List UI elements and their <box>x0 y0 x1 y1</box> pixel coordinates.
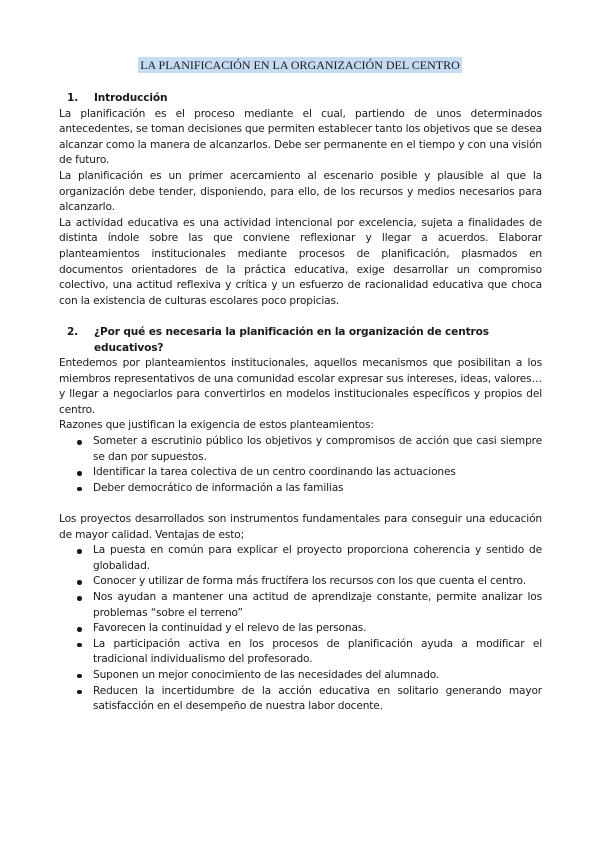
section-1-number: 1. <box>67 92 79 104</box>
spacer <box>59 496 542 512</box>
section-2-number: 2. <box>67 325 79 338</box>
section-2-heading <box>59 325 542 356</box>
reasons-list <box>59 434 542 496</box>
list-item: Someter a escrutinio público los objetivos y compromisos de acción que casi siempre se dan por supuestos. <box>59 434 542 465</box>
paragraph: La planificación es un primer acercamiento al escenario posible y plausible al que la organización debe tender, disponiendo, para ello, de los recursos y medios necesarios para alcanzarlo. <box>59 169 542 214</box>
document-body <box>59 91 542 715</box>
advantages-list <box>59 543 542 715</box>
list-item: Deber democrático de información a las familias <box>59 481 542 497</box>
section-2-title: ¿Por qué es necesaria la planificación en la organización de centros educativos? <box>94 325 489 354</box>
section-1-heading <box>59 91 542 107</box>
reasons-label: Razones que justifican la exigencia de estos planteamientos: <box>59 419 374 432</box>
list-item: Conocer y utilizar de forma más fructífera los recursos con los que cuenta el centro. <box>59 574 542 590</box>
paragraph: La actividad educativa es una actividad intencional por excelencia, sujeta a finalidades de distinta índole sobre las que conviene reflexionar y llegar a acuerdos. Elaborar planteamientos institucionales mediante procesos de planificación, plasmados en documentos orientadores de la práctica educativa, exige desarrollar un compromiso colectivo, una actitud reflexiva y crítica y un esfuerzo de racionalidad educativa que choca con la existencia de culturas escolares poco propicias. <box>59 216 542 307</box>
list-item: Favorecen la continuidad y el relevo de las personas. <box>59 621 542 637</box>
spacer <box>59 309 542 325</box>
document-title: LA PLANIFICACIÓN EN LA ORGANIZACIÓN DEL CENTRO <box>140 58 460 72</box>
list-item: Identificar la tarea colectiva de un centro coordinando las actuaciones <box>59 465 542 481</box>
list-item: Suponen un mejor conocimiento de las necesidades del alumnado. <box>59 668 542 684</box>
list-item: La participación activa en los procesos de planificación ayuda a modificar el tradicional individualismo del profesorado. <box>59 637 542 668</box>
document-title-block <box>0 58 600 75</box>
paragraph: Los proyectos desarrollados son instrumentos fundamentales para conseguir una educación de mayor calidad. Ventajas de esto; <box>59 513 542 541</box>
section-1-title: Introducción <box>94 92 168 104</box>
list-item: Reducen la incertidumbre de la acción educativa en solitario generando mayor satisfacción en el desempeño de nuestra labor docente. <box>59 684 542 715</box>
paragraph: La planificación es el proceso mediante el cual, partiendo de unos determinados antecedentes, se toman decisiones que permiten establecer tanto los objetivos que se desea alcanzar como la manera de alcanzarlos. Debe ser permanente en el tiempo y con una visión de futuro. <box>59 107 542 167</box>
paragraph: Entedemos por planteamientos institucionales, aquellos mecanismos que posibilitan a los miembros representativos de una comunidad escolar expresar sus intereses, ideas, valores… y llegar a negociarlos para convertirlos en modelos institucionales específicos y propios del centro. <box>59 357 542 416</box>
list-item: Nos ayudan a mantener una actitud de aprendizaje constante, permite analizar los problemas “sobre el terreno” <box>59 590 542 621</box>
list-item: La puesta en común para explicar el proyecto proporciona coherencia y sentido de globalidad. <box>59 543 542 574</box>
